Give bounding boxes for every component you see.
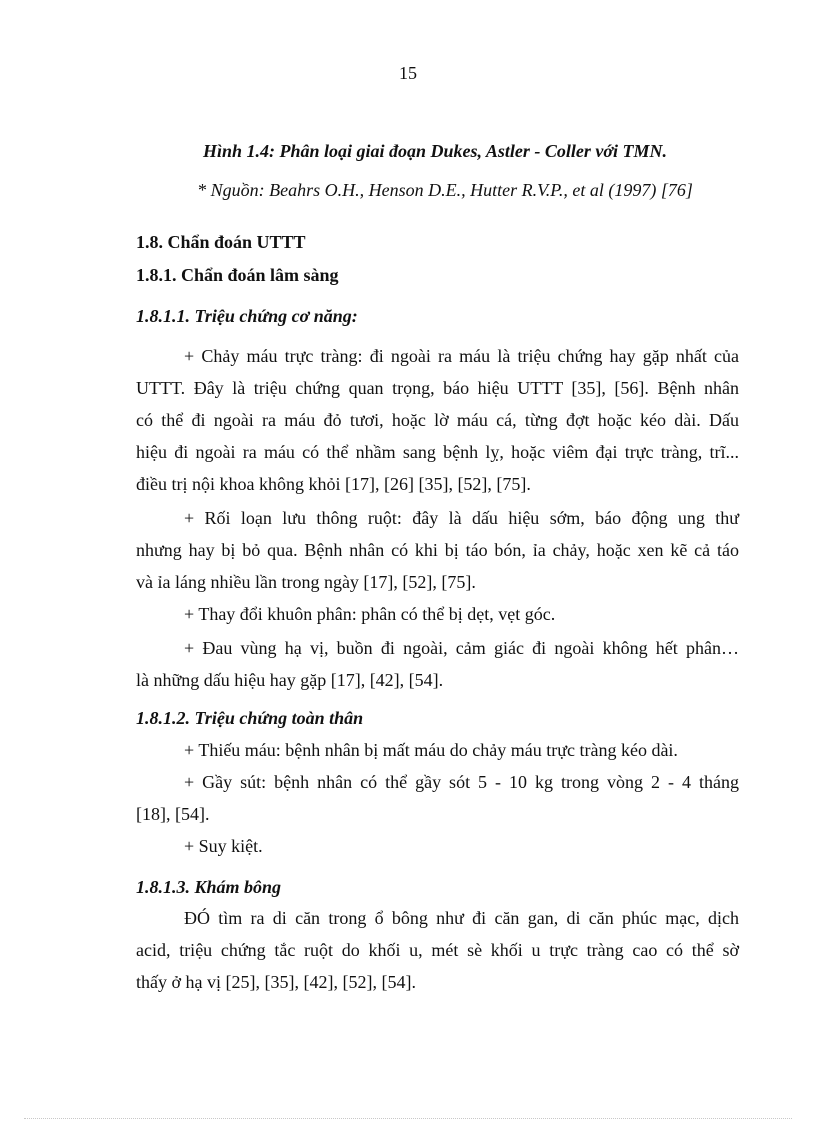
paragraph-stool-change: + Thay đổi khuôn phân: phân có thể bị dẹt, vẹt góc.	[184, 604, 556, 624]
page-number: 15	[399, 63, 417, 83]
paragraph-exhaustion: + Suy kiệt.	[184, 836, 263, 856]
page-bottom-rule	[24, 1118, 792, 1119]
text-line: [18], [54].	[136, 804, 210, 824]
figure-source: * Nguồn: Beahrs O.H., Henson D.E., Hutter R.V.P., et al (1997) [76]	[197, 180, 693, 200]
text-line: + Gầy sút: bệnh nhân có thể gầy sót 5 - 10 kg trong vòng 2 - 4 tháng	[184, 772, 739, 792]
text-line: điều trị nội khoa không khỏi [17], [26] [35], [52], [75].	[136, 474, 531, 494]
text-line: ĐÓ tìm ra di căn trong ổ bông như đi căn gan, di căn phúc mạc, dịch	[184, 908, 739, 928]
section-heading-1-8-1-3: 1.8.1.3. Khám bông	[136, 877, 282, 897]
paragraph-anemia: + Thiếu máu: bệnh nhân bị mất máu do chảy máu trực tràng kéo dài.	[184, 740, 678, 760]
section-heading-1-8: 1.8. Chẩn đoán UTTT	[136, 232, 306, 252]
text-line: và ỉa láng nhiều lần trong ngày [17], [52], [75].	[136, 572, 476, 592]
text-line: + Đau vùng hạ vị, buồn đi ngoài, cảm giác đi ngoài không hết phân…	[184, 638, 739, 658]
text-line: có thể đi ngoài ra máu đỏ tươi, hoặc lờ máu cá, từng đợt hoặc kéo dài. Dấu	[136, 410, 739, 430]
section-heading-1-8-1-1: 1.8.1.1. Triệu chứng cơ năng:	[136, 306, 358, 326]
text-line: nhưng hay bị bỏ qua. Bệnh nhân có khi bị táo bón, ỉa chảy, hoặc xen kẽ cả táo	[136, 540, 739, 560]
text-line: hiệu đi ngoài ra máu có thể nhầm sang bệnh lỵ, hoặc viêm đại trực tràng, trĩ...	[136, 442, 739, 462]
figure-caption: Hình 1.4: Phân loại giai đoạn Dukes, Astler - Coller với TMN.	[202, 141, 668, 161]
text-line: là những dấu hiệu hay gặp [17], [42], [54].	[136, 670, 444, 690]
text-line: UTTT. Đây là triệu chứng quan trọng, báo hiệu UTTT [35], [56]. Bệnh nhân	[136, 378, 739, 398]
text-line: + Chảy máu trực tràng: đi ngoài ra máu là triệu chứng hay gặp nhất của	[184, 346, 739, 366]
section-heading-1-8-1: 1.8.1. Chẩn đoán lâm sàng	[136, 265, 339, 285]
text-line: thấy ở hạ vị [25], [35], [42], [52], [54].	[136, 972, 416, 992]
section-heading-1-8-1-2: 1.8.1.2. Triệu chứng toàn thân	[136, 708, 364, 728]
text-line: + Rối loạn lưu thông ruột: đây là dấu hiệu sớm, báo động ung thư	[184, 508, 739, 528]
text-line: acid, triệu chứng tắc ruột do khối u, mét sè khối u trực tràng cao có thể sờ	[136, 940, 739, 960]
